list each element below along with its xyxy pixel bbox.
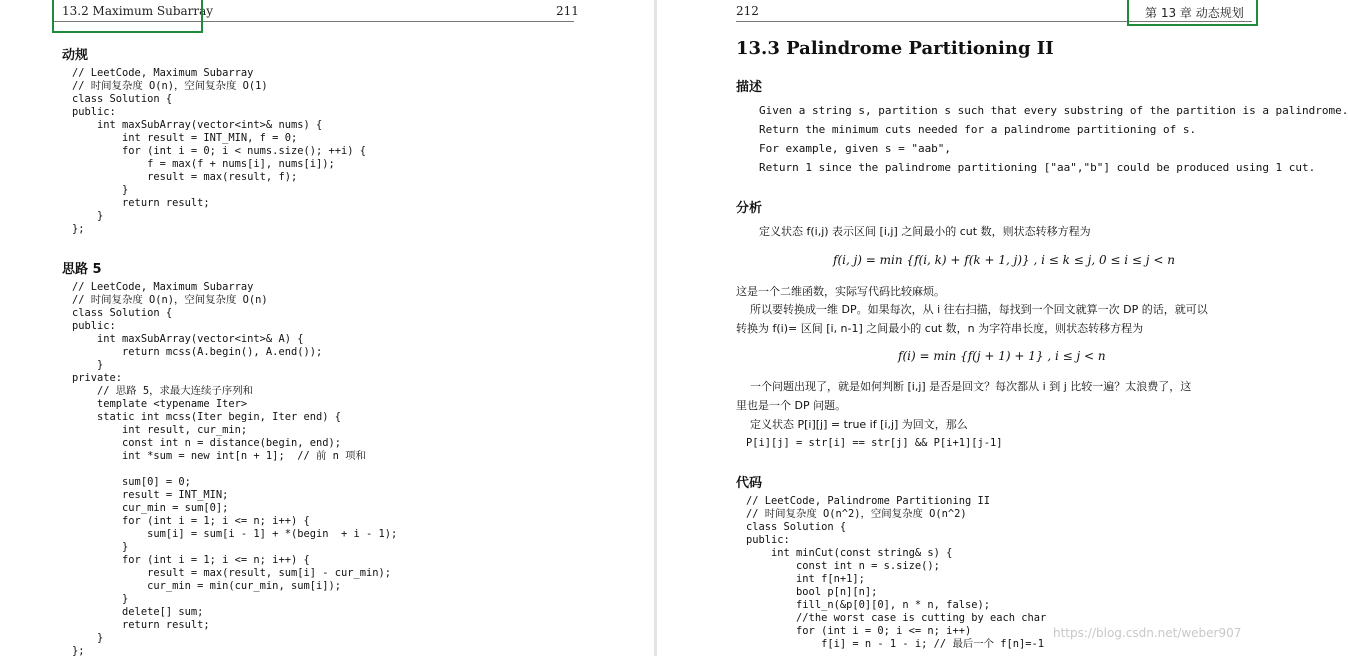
section-heading-approach5: 思路 5 xyxy=(62,262,102,277)
code-line: return result; xyxy=(72,197,210,209)
code-line: const int n = s.size(); xyxy=(746,560,940,572)
code-line: // 时间复杂度 O(n)，空间复杂度 O(n) xyxy=(72,294,268,306)
code-line: private: xyxy=(72,372,123,384)
desc-line: Return 1 since the palindrome partitioning ["aa","b"] could be produced using 1 cut. xyxy=(759,161,1316,174)
desc-line: Given a string s, partition s such that every substring of the partition is a palindrome. xyxy=(759,104,1348,117)
code-line: static int mcss(Iter begin, Iter end) { xyxy=(72,411,341,423)
section-title: 13.3 Palindrome Partitioning II xyxy=(736,38,1054,59)
section-heading-dp: 动规 xyxy=(62,48,89,63)
header-chapter-title: 第 13 章 动态规划 xyxy=(1145,6,1244,20)
code-line: }; xyxy=(72,645,85,657)
code-line: for (int i = 1; i <= n; i++) { xyxy=(72,554,310,566)
analysis-line: 里也是一个 DP 问题。 xyxy=(736,399,847,412)
right-page xyxy=(657,0,1348,656)
code-line: class Solution { xyxy=(72,93,173,105)
highlight-box xyxy=(1127,0,1258,26)
code-line: result = max(result, sum[i] - cur_min); xyxy=(72,567,392,579)
desc-line: For example, given s = "aab", xyxy=(759,142,952,155)
header-section-title: 13.2 Maximum Subarray xyxy=(62,4,214,18)
code-line: template <typename Iter> xyxy=(72,398,248,410)
recurrence-line: P[i][j] = str[i] == str[j] && P[i+1][j-1] xyxy=(746,437,1003,449)
code-line: class Solution { xyxy=(72,307,173,319)
section-heading-analysis: 分析 xyxy=(736,201,763,216)
analysis-line: 定义状态 P[i][j] = true if [i,j] 为回文，那么 xyxy=(736,418,968,431)
code-line: public: xyxy=(72,106,116,118)
code-line: return result; xyxy=(72,619,210,631)
header-page-number: 211 xyxy=(556,4,579,18)
code-line: delete[] sum; xyxy=(72,606,204,618)
analysis-line: 定义状态 f(i,j) 表示区间 [i,j] 之间最小的 cut 数，则状态转移方程为 xyxy=(759,225,1091,238)
code-line: } xyxy=(72,632,104,644)
code-line: cur_min = min(cur_min, sum[i]); xyxy=(72,580,341,592)
code-line: // 时间复杂度 O(n)，空间复杂度 O(1) xyxy=(72,80,268,92)
formula-1d: f(i) = min {f(j + 1) + 1} , i ≤ j < n xyxy=(898,349,1106,363)
header-page-number: 212 xyxy=(736,4,759,18)
code-line: } xyxy=(72,210,104,222)
analysis-line: 转换为 f(i)= 区间 [i, n-1] 之间最小的 cut 数，n 为字符串长度，则状态转移方程为 xyxy=(736,322,1144,335)
code-line: result = max(result, f); xyxy=(72,171,298,183)
code-line: int minCut(const string& s) { xyxy=(746,547,953,559)
code-line: cur_min = sum[0]; xyxy=(72,502,229,514)
code-line: int f[n+1]; xyxy=(746,573,865,585)
code-line: public: xyxy=(746,534,790,546)
code-line: int result, cur_min; xyxy=(72,424,248,436)
code-line: } xyxy=(72,593,129,605)
code-block-palindrome xyxy=(746,495,1046,651)
code-line: //the worst case is cutting by each char xyxy=(746,612,1047,624)
code-line: for (int i = 0; i <= n; i++) xyxy=(746,625,972,637)
code-line: class Solution { xyxy=(746,521,847,533)
code-line: f[i] = n - 1 - i; // 最后一个 f[n]=-1 xyxy=(746,638,1045,650)
code-line: for (int i = 0; i < nums.size(); ++i) { xyxy=(72,145,367,157)
code-line: // LeetCode, Maximum Subarray xyxy=(72,67,254,79)
code-line: // 时间复杂度 O(n^2)，空间复杂度 O(n^2) xyxy=(746,508,967,520)
code-line: int result = INT_MIN, f = 0; xyxy=(72,132,298,144)
code-block-approach5 xyxy=(72,281,397,658)
code-line: } xyxy=(72,184,129,196)
code-line: // LeetCode, Maximum Subarray xyxy=(72,281,254,293)
code-line: for (int i = 1; i <= n; i++) { xyxy=(72,515,310,527)
code-line: result = INT_MIN; xyxy=(72,489,229,501)
code-line: bool p[n][n]; xyxy=(746,586,878,598)
analysis-line: 一个问题出现了，就是如何判断 [i,j] 是否是回文？每次都从 i 到 j 比较一遍？太浪费了，这 xyxy=(736,380,1192,393)
left-page xyxy=(0,0,654,656)
watermark-text: https://blog.csdn.net/weber907 xyxy=(1053,626,1242,640)
code-line: } xyxy=(72,359,104,371)
code-block-dp xyxy=(72,67,366,236)
code-line: // 思路 5，求最大连续子序列和 xyxy=(72,385,253,397)
analysis-line: 所以要转换成一维 DP。如果每次，从 i 往右扫描，每找到一个回文就算一次 DP 的话，就可以 xyxy=(736,303,1208,316)
code-line: return mcss(A.begin(), A.end()); xyxy=(72,346,323,358)
code-line: int maxSubArray(vector<int>& A) { xyxy=(72,333,304,345)
section-heading-description: 描述 xyxy=(736,80,763,95)
description-text xyxy=(759,101,1348,177)
code-line: int *sum = new int[n + 1]; // 前 n 项和 xyxy=(72,450,366,462)
code-line: sum[0] = 0; xyxy=(72,476,191,488)
code-line: }; xyxy=(72,223,85,235)
code-line: // LeetCode, Palindrome Partitioning II xyxy=(746,495,990,507)
code-line: const int n = distance(begin, end); xyxy=(72,437,341,449)
highlight-box xyxy=(52,0,203,33)
code-line: f = max(f + nums[i], nums[i]); xyxy=(72,158,335,170)
desc-line: Return the minimum cuts needed for a palindrome partitioning of s. xyxy=(759,123,1197,136)
code-line: sum[i] = sum[i - 1] + *(begin + i - 1); xyxy=(72,528,398,540)
code-line: fill_n(&p[0][0], n * n, false); xyxy=(746,599,990,611)
code-line: public: xyxy=(72,320,116,332)
section-heading-code: 代码 xyxy=(736,476,763,491)
code-line: } xyxy=(72,541,129,553)
analysis-line: 这是一个二维函数，实际写代码比较麻烦。 xyxy=(736,285,945,298)
formula-2d: f(i, j) = min {f(i, k) + f(k + 1, j)} , i ≤ k ≤ j, 0 ≤ i ≤ j < n xyxy=(833,253,1175,267)
code-line: int maxSubArray(vector<int>& nums) { xyxy=(72,119,323,131)
